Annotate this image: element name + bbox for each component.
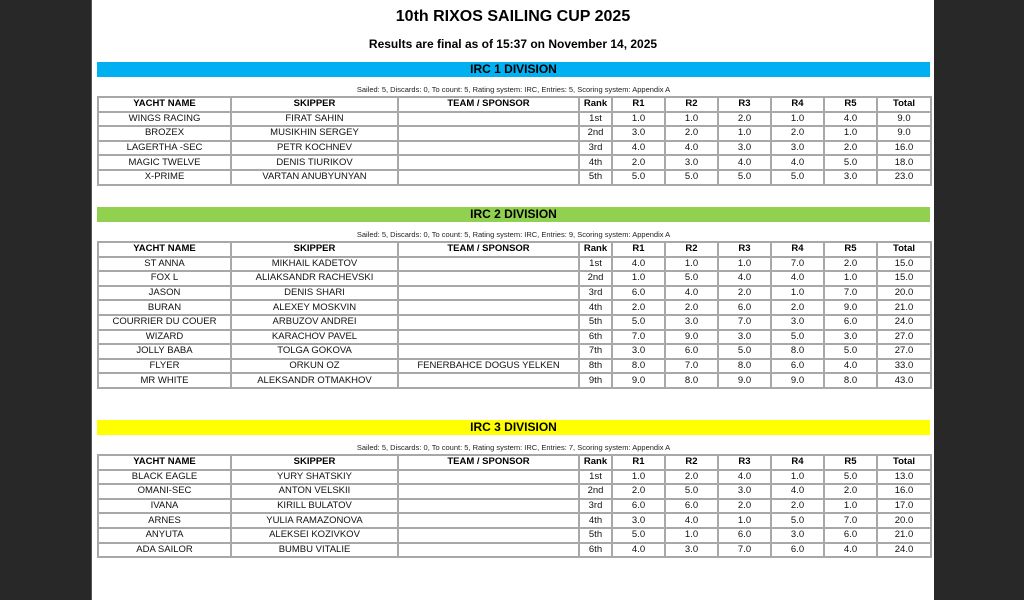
cell-total: 9.0 [877,126,931,141]
division-header: IRC 2 DIVISION [97,207,930,222]
cell-team-sponsor [398,257,579,272]
cell-skipper: ALEKSEI KOZIVKOV [231,528,398,543]
column-header-skipper: SKIPPER [231,455,398,470]
column-header-r4: R4 [771,242,824,257]
table-row [98,528,931,543]
cell-rank: 2nd [579,271,612,286]
cell-rank: 4th [579,300,612,315]
cell-total: 17.0 [877,499,931,514]
cell-team-sponsor [398,170,579,185]
cell-skipper: ANTON VELSKII [231,484,398,499]
cell-total: 15.0 [877,257,931,272]
table-row [98,344,931,359]
cell-r1: 2.0 [612,300,665,315]
table-row [98,359,931,374]
cell-yacht-name: ADA SAILOR [98,543,231,558]
cell-rank: 1st [579,470,612,485]
cell-r1: 2.0 [612,155,665,170]
column-header-skipper: SKIPPER [231,97,398,112]
cell-r3: 9.0 [718,373,771,388]
cell-team-sponsor [398,155,579,170]
cell-r3: 5.0 [718,344,771,359]
cell-r5: 9.0 [824,300,877,315]
cell-total: 16.0 [877,141,931,156]
cell-r3: 6.0 [718,300,771,315]
column-header-r3: R3 [718,97,771,112]
table-header-row [98,97,931,112]
cell-skipper: FIRAT SAHIN [231,112,398,127]
cell-r4: 7.0 [771,257,824,272]
cell-total: 18.0 [877,155,931,170]
cell-r3: 3.0 [718,141,771,156]
cell-r2: 1.0 [665,112,718,127]
cell-r4: 2.0 [771,499,824,514]
cell-r4: 2.0 [771,126,824,141]
column-header-r1: R1 [612,455,665,470]
cell-yacht-name: COURRIER DU COUER [98,315,231,330]
cell-yacht-name: IVANA [98,499,231,514]
division-info: Sailed: 5, Discards: 0, To count: 5, Rating system: IRC, Entries: 9, Scoring system: Appendix A [356,230,671,239]
table-row [98,170,931,185]
cell-skipper: ARBUZOV ANDREI [231,315,398,330]
cell-rank: 5th [579,528,612,543]
cell-r3: 4.0 [718,155,771,170]
cell-r2: 5.0 [665,484,718,499]
division-header: IRC 1 DIVISION [97,62,930,77]
table-row [98,330,931,345]
cell-r1: 1.0 [612,271,665,286]
cell-skipper: DENIS SHARI [231,286,398,301]
cell-r1: 6.0 [612,286,665,301]
cell-r4: 3.0 [771,141,824,156]
cell-yacht-name: WINGS RACING [98,112,231,127]
cell-r2: 2.0 [665,300,718,315]
cell-total: 20.0 [877,286,931,301]
column-header-r5: R5 [824,97,877,112]
cell-r4: 6.0 [771,543,824,558]
cell-rank: 8th [579,359,612,374]
cell-r5: 5.0 [824,470,877,485]
column-header-r5: R5 [824,242,877,257]
cell-r1: 4.0 [612,257,665,272]
table-row [98,286,931,301]
table-row [98,271,931,286]
cell-r1: 3.0 [612,126,665,141]
cell-rank: 5th [579,170,612,185]
cell-r1: 7.0 [612,330,665,345]
cell-r3: 2.0 [718,499,771,514]
table-row [98,543,931,558]
cell-r5: 1.0 [824,499,877,514]
cell-total: 20.0 [877,513,931,528]
cell-r4: 5.0 [771,330,824,345]
column-header-r2: R2 [665,242,718,257]
cell-r3: 1.0 [718,257,771,272]
column-header-team-sponsor: TEAM / SPONSOR [398,242,579,257]
cell-rank: 3rd [579,141,612,156]
cell-yacht-name: WIZARD [98,330,231,345]
cell-team-sponsor: FENERBAHCE DOGUS YELKEN [398,359,579,374]
cell-r3: 4.0 [718,271,771,286]
cell-skipper: ALIAKSANDR RACHEVSKI [231,271,398,286]
division-info: Sailed: 5, Discards: 0, To count: 5, Rating system: IRC, Entries: 5, Scoring system: Appendix A [356,85,671,94]
cell-r3: 3.0 [718,330,771,345]
cell-team-sponsor [398,141,579,156]
table-row [98,300,931,315]
cell-r2: 5.0 [665,170,718,185]
cell-r1: 1.0 [612,112,665,127]
cell-total: 33.0 [877,359,931,374]
cell-r5: 6.0 [824,528,877,543]
cell-r5: 2.0 [824,484,877,499]
cell-r1: 5.0 [612,528,665,543]
cell-yacht-name: OMANI-SEC [98,484,231,499]
column-header-r2: R2 [665,97,718,112]
cell-r1: 3.0 [612,513,665,528]
cell-r5: 2.0 [824,257,877,272]
cell-skipper: MUSIKHIN SERGEY [231,126,398,141]
cell-r2: 1.0 [665,528,718,543]
cell-skipper: ALEKSANDR OTMAKHOV [231,373,398,388]
cell-r2: 4.0 [665,141,718,156]
column-header-r4: R4 [771,97,824,112]
column-header-team-sponsor: TEAM / SPONSOR [398,97,579,112]
cell-r5: 1.0 [824,126,877,141]
cell-team-sponsor [398,112,579,127]
cell-team-sponsor [398,126,579,141]
cell-rank: 4th [579,155,612,170]
cell-r5: 7.0 [824,286,877,301]
cell-skipper: KIRILL BULATOV [231,499,398,514]
cell-r5: 5.0 [824,155,877,170]
results-page [91,0,934,600]
cell-team-sponsor [398,484,579,499]
cell-r1: 3.0 [612,344,665,359]
cell-r4: 4.0 [771,155,824,170]
results-table [97,454,932,558]
cell-skipper: MIKHAIL KADETOV [231,257,398,272]
cell-r2: 6.0 [665,344,718,359]
page-title: 10th RIXOS SAILING CUP 2025 [395,8,631,25]
column-header-team-sponsor: TEAM / SPONSOR [398,455,579,470]
table-header-row [98,455,931,470]
cell-r3: 6.0 [718,528,771,543]
cell-r4: 1.0 [771,286,824,301]
cell-team-sponsor [398,330,579,345]
column-header-total: Total [877,97,931,112]
column-header-total: Total [877,242,931,257]
cell-r3: 1.0 [718,513,771,528]
table-row [98,257,931,272]
column-header-rank: Rank [579,97,612,112]
cell-r5: 5.0 [824,344,877,359]
column-header-yacht-name: YACHT NAME [98,97,231,112]
cell-yacht-name: ST ANNA [98,257,231,272]
cell-team-sponsor [398,300,579,315]
column-header-r3: R3 [718,242,771,257]
column-header-r1: R1 [612,97,665,112]
cell-skipper: YULIA RAMAZONOVA [231,513,398,528]
cell-total: 21.0 [877,528,931,543]
cell-total: 16.0 [877,484,931,499]
cell-team-sponsor [398,286,579,301]
cell-r4: 8.0 [771,344,824,359]
cell-r2: 6.0 [665,499,718,514]
cell-r5: 7.0 [824,513,877,528]
cell-total: 24.0 [877,315,931,330]
cell-skipper: ALEXEY MOSKVIN [231,300,398,315]
cell-total: 27.0 [877,330,931,345]
cell-yacht-name: BLACK EAGLE [98,470,231,485]
cell-r5: 8.0 [824,373,877,388]
cell-r2: 2.0 [665,126,718,141]
cell-r3: 3.0 [718,484,771,499]
cell-total: 24.0 [877,543,931,558]
cell-r1: 2.0 [612,484,665,499]
cell-r4: 1.0 [771,112,824,127]
cell-rank: 7th [579,344,612,359]
cell-total: 13.0 [877,470,931,485]
cell-r2: 4.0 [665,286,718,301]
cell-total: 43.0 [877,373,931,388]
column-header-total: Total [877,455,931,470]
cell-r2: 8.0 [665,373,718,388]
column-header-r5: R5 [824,455,877,470]
cell-team-sponsor [398,315,579,330]
cell-r5: 2.0 [824,141,877,156]
table-row [98,499,931,514]
cell-yacht-name: X-PRIME [98,170,231,185]
table-row [98,155,931,170]
cell-skipper: KARACHOV PAVEL [231,330,398,345]
cell-skipper: DENIS TIURIKOV [231,155,398,170]
cell-yacht-name: FLYER [98,359,231,374]
cell-r5: 3.0 [824,170,877,185]
cell-team-sponsor [398,373,579,388]
cell-total: 23.0 [877,170,931,185]
cell-yacht-name: JASON [98,286,231,301]
column-header-r4: R4 [771,455,824,470]
cell-r5: 4.0 [824,359,877,374]
cell-r4: 9.0 [771,373,824,388]
cell-total: 21.0 [877,300,931,315]
cell-yacht-name: MR WHITE [98,373,231,388]
cell-r4: 3.0 [771,528,824,543]
cell-team-sponsor [398,543,579,558]
cell-yacht-name: JOLLY BABA [98,344,231,359]
column-header-yacht-name: YACHT NAME [98,455,231,470]
cell-r3: 1.0 [718,126,771,141]
cell-r2: 9.0 [665,330,718,345]
cell-r4: 4.0 [771,484,824,499]
column-header-r3: R3 [718,455,771,470]
column-header-rank: Rank [579,242,612,257]
cell-team-sponsor [398,513,579,528]
cell-yacht-name: FOX L [98,271,231,286]
cell-r5: 4.0 [824,543,877,558]
cell-r4: 5.0 [771,170,824,185]
cell-r4: 1.0 [771,470,824,485]
column-header-r1: R1 [612,242,665,257]
cell-r2: 3.0 [665,543,718,558]
cell-r4: 3.0 [771,315,824,330]
cell-team-sponsor [398,344,579,359]
column-header-r2: R2 [665,455,718,470]
cell-skipper: BUMBU VITALIE [231,543,398,558]
cell-rank: 2nd [579,484,612,499]
cell-rank: 3rd [579,286,612,301]
column-header-skipper: SKIPPER [231,242,398,257]
cell-skipper: TOLGA GOKOVA [231,344,398,359]
cell-rank: 1st [579,112,612,127]
cell-r1: 5.0 [612,315,665,330]
cell-team-sponsor [398,470,579,485]
table-row [98,373,931,388]
cell-yacht-name: MAGIC TWELVE [98,155,231,170]
cell-r3: 7.0 [718,315,771,330]
cell-yacht-name: LAGERTHA -SEC [98,141,231,156]
cell-rank: 5th [579,315,612,330]
cell-skipper: ORKUN OZ [231,359,398,374]
cell-yacht-name: ANYUTA [98,528,231,543]
cell-r1: 9.0 [612,373,665,388]
cell-rank: 6th [579,330,612,345]
cell-r4: 4.0 [771,271,824,286]
cell-r3: 7.0 [718,543,771,558]
cell-skipper: VARTAN ANUBYUNYAN [231,170,398,185]
cell-rank: 2nd [579,126,612,141]
cell-r5: 1.0 [824,271,877,286]
cell-r3: 8.0 [718,359,771,374]
table-row [98,470,931,485]
division-header: IRC 3 DIVISION [97,420,930,435]
cell-r1: 6.0 [612,499,665,514]
column-header-yacht-name: YACHT NAME [98,242,231,257]
cell-r2: 7.0 [665,359,718,374]
page-subtitle: Results are final as of 15:37 on November 14, 2025 [368,37,658,51]
table-row [98,513,931,528]
results-table [97,241,932,389]
cell-r2: 1.0 [665,257,718,272]
cell-r4: 5.0 [771,513,824,528]
cell-r3: 5.0 [718,170,771,185]
cell-total: 15.0 [877,271,931,286]
cell-r2: 2.0 [665,470,718,485]
cell-skipper: YURY SHATSKIY [231,470,398,485]
cell-total: 9.0 [877,112,931,127]
cell-rank: 6th [579,543,612,558]
results-table [97,96,932,186]
cell-r1: 4.0 [612,543,665,558]
cell-r1: 5.0 [612,170,665,185]
cell-rank: 9th [579,373,612,388]
cell-rank: 1st [579,257,612,272]
cell-yacht-name: BROZEX [98,126,231,141]
cell-yacht-name: BURAN [98,300,231,315]
cell-r2: 3.0 [665,315,718,330]
cell-r4: 6.0 [771,359,824,374]
cell-r1: 8.0 [612,359,665,374]
table-row [98,112,931,127]
cell-r2: 4.0 [665,513,718,528]
cell-r1: 1.0 [612,470,665,485]
cell-team-sponsor [398,528,579,543]
cell-yacht-name: ARNES [98,513,231,528]
cell-rank: 4th [579,513,612,528]
division-info: Sailed: 5, Discards: 0, To count: 5, Rating system: IRC, Entries: 7, Scoring system: Appendix A [356,443,671,452]
cell-team-sponsor [398,271,579,286]
cell-total: 27.0 [877,344,931,359]
cell-r1: 4.0 [612,141,665,156]
cell-rank: 3rd [579,499,612,514]
table-header-row [98,242,931,257]
cell-r2: 3.0 [665,155,718,170]
cell-r3: 2.0 [718,112,771,127]
cell-team-sponsor [398,499,579,514]
cell-skipper: PETR KOCHNEV [231,141,398,156]
cell-r5: 6.0 [824,315,877,330]
cell-r5: 4.0 [824,112,877,127]
cell-r3: 4.0 [718,470,771,485]
cell-r2: 5.0 [665,271,718,286]
cell-r3: 2.0 [718,286,771,301]
table-row [98,126,931,141]
cell-r4: 2.0 [771,300,824,315]
table-row [98,484,931,499]
column-header-rank: Rank [579,455,612,470]
table-row [98,315,931,330]
table-row [98,141,931,156]
cell-r5: 3.0 [824,330,877,345]
